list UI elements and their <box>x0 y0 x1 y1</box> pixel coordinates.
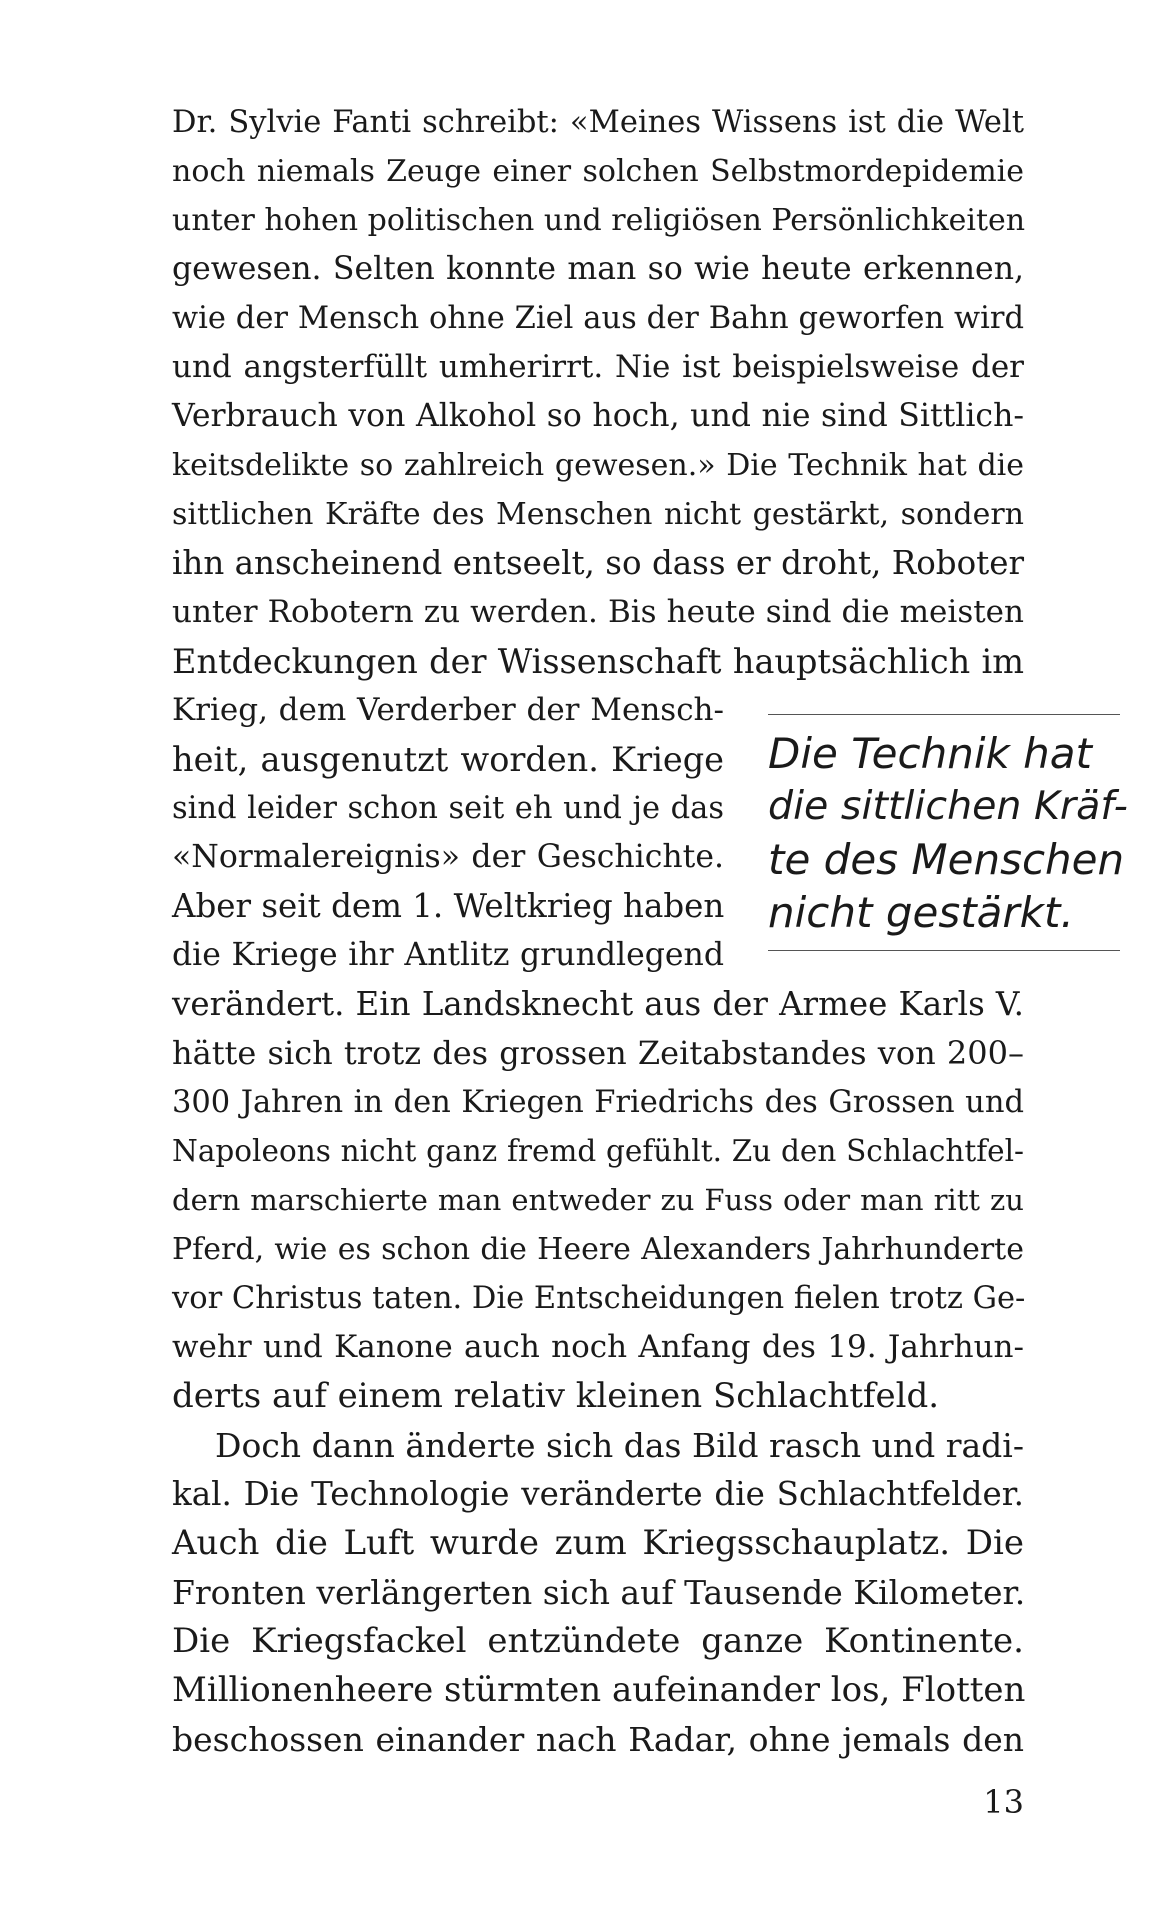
pull-quote-line: die sittlichen Kräf- <box>768 783 1128 829</box>
body-line: beschossen einander nach Radar, ohne jemals den <box>172 1720 1024 1759</box>
body-line: Aber seit dem 1. Weltkrieg haben <box>172 887 725 925</box>
body-line: und angsterfüllt umherirrt. Nie ist beispielsweise der <box>172 349 1024 385</box>
body-line: sind leider schon seit eh und je das <box>172 791 724 826</box>
body-line: Dr. Sylvie Fanti schreibt: «Meines Wissens ist die Welt <box>172 105 1024 140</box>
page-number: 13 <box>983 1783 1024 1821</box>
body-line: Entdeckungen der Wissenschaft hauptsächlich im <box>172 642 1024 681</box>
body-line: vor Christus taten. Die Entscheidungen fielen trotz Ge- <box>172 1281 1026 1316</box>
body-line: Die Kriegsfackel entzündete ganze Kontinente. <box>172 1621 1024 1661</box>
body-line: sittlichen Kräfte des Menschen nicht gestärkt, sondern <box>172 497 1024 532</box>
body-line: keitsdelikte so zahlreich gewesen.» Die Technik hat die <box>172 448 1024 483</box>
body-line: heit, ausgenutzt worden. Kriege <box>172 740 724 779</box>
body-line: Verbrauch von Alkohol so hoch, und nie sind Sittlich- <box>172 398 1024 434</box>
pull-quote-line: nicht gestärkt. <box>768 888 1074 937</box>
body-line: verändert. Ein Landsknecht aus der Armee Karls V. <box>172 985 1024 1023</box>
body-line: die Kriege ihr Antlitz grundlegend <box>172 937 724 973</box>
pull-quote-line: te des Menschen <box>768 835 1125 884</box>
body-line: wie der Mensch ohne Ziel aus der Bahn geworfen wird <box>172 301 1024 336</box>
body-line: gewesen. Selten konnte man so wie heute erkennen, <box>172 251 1024 287</box>
pull-quote-bottom-rule <box>768 950 1120 951</box>
body-line: Pferd, wie es schon die Heere Alexanders Jahrhunderte <box>172 1232 1024 1267</box>
body-line: 300 Jahren in den Kriegen Friedrichs des Grossen und <box>172 1085 1024 1120</box>
body-line: Fronten verlängerten sich auf Tausende Kilometer. <box>172 1573 1026 1612</box>
pull-quote-line: Die Technik hat <box>768 729 1093 778</box>
body-line: unter hohen politischen und religiösen Persönlichkeiten <box>172 203 1026 238</box>
body-line: wehr und Kanone auch noch Anfang des 19. Jahrhun- <box>172 1329 1024 1365</box>
pull-quote <box>768 727 1128 939</box>
body-line: dern marschierte man entweder zu Fuss oder man ritt zu <box>172 1183 1024 1217</box>
body-line: hätte sich trotz des grossen Zeitabstandes von 200– <box>172 1034 1024 1072</box>
body-line: derts auf einem relativ kleinen Schlachtfeld. <box>172 1376 940 1416</box>
body-line: Doch dann änderte sich das Bild rasch und radi- <box>215 1426 1024 1465</box>
body-line: «Normalereignis» der Geschichte. <box>172 839 724 875</box>
body-line: Auch die Luft wurde zum Kriegsschauplatz. Die <box>172 1523 1024 1563</box>
body-line: kal. Die Technologie veränderte die Schlachtfelder. <box>172 1475 1024 1513</box>
body-line: Millionenheere stürmten aufeinander los, Flotten <box>172 1670 1026 1710</box>
body-line: noch niemals Zeuge einer solchen Selbstmordepidemie <box>172 154 1024 189</box>
body-line: Napoleons nicht ganz fremd gefühlt. Zu den Schlachtfel- <box>172 1134 1024 1168</box>
body-line: unter Robotern zu werden. Bis heute sind die meisten <box>172 594 1024 630</box>
body-line: ihn anscheinend entseelt, so dass er droht, Roboter <box>172 544 1024 582</box>
pull-quote-top-rule <box>768 714 1120 715</box>
body-line: Krieg, dem Verderber der Mensch- <box>172 692 724 728</box>
